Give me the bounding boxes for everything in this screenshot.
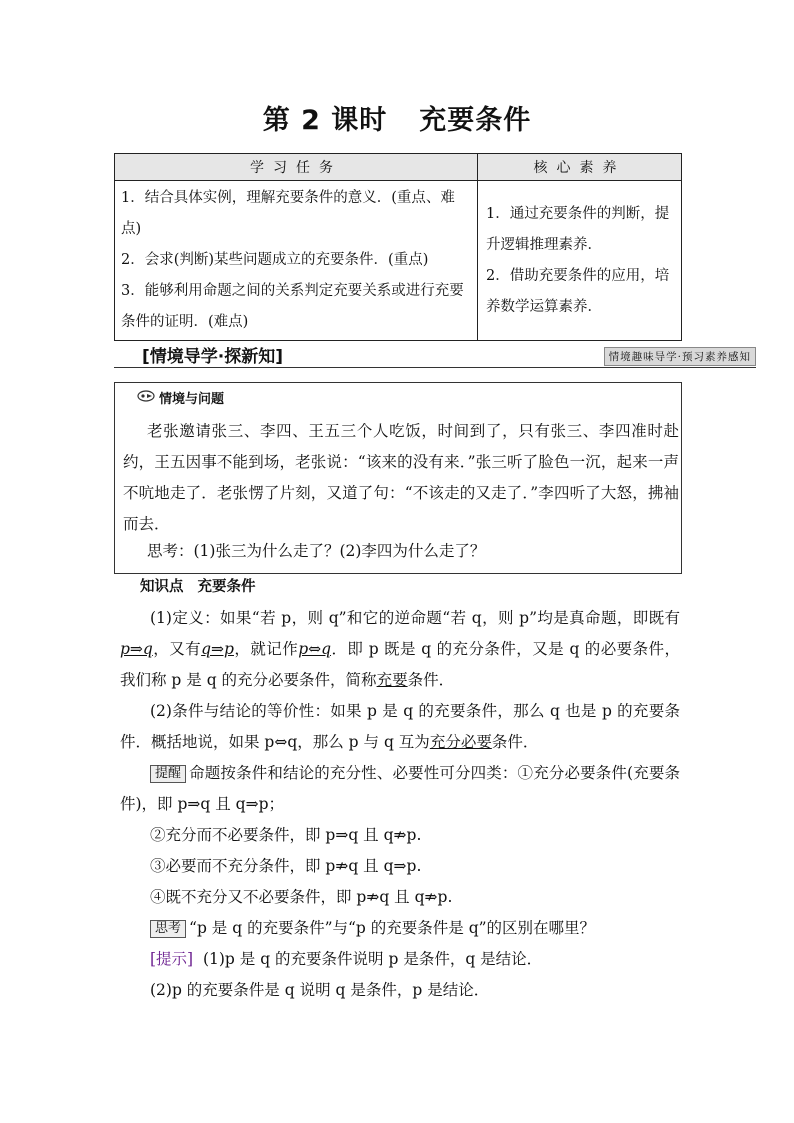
think-badge: 思考 bbox=[150, 920, 186, 938]
lesson-topic: 充要条件 bbox=[419, 105, 532, 136]
literacy-cell bbox=[478, 181, 682, 341]
reminder-item: ④既不充分又不必要条件，即 p⇏q 且 q⇏p. bbox=[150, 888, 453, 906]
scenario-box bbox=[114, 382, 682, 574]
knowledge-section bbox=[120, 572, 680, 1006]
scenario-question: 思考：(1)张三为什么走了？(2)李四为什么走了？ bbox=[147, 542, 486, 560]
literacy-header: 核心素养 bbox=[478, 154, 682, 181]
task-item: 3．能够利用命题之间的关系判定充要关系或进行充要条件的证明．(难点) bbox=[121, 283, 464, 330]
think-question: “p 是 q 的充要条件”与“p 的充要条件是 q”的区别在哪里？ bbox=[189, 919, 596, 937]
term-full: 充分必要 bbox=[429, 733, 492, 751]
equivalence-paragraph bbox=[120, 696, 680, 758]
think-paragraph bbox=[120, 913, 680, 944]
lesson-title bbox=[0, 98, 794, 137]
tasks-cell bbox=[115, 181, 478, 341]
scenario-heading: 情境与问题 bbox=[159, 392, 225, 407]
objectives-table bbox=[114, 153, 682, 341]
definition-text: (1)定义：如果“若 p，则 q”和它的逆命题“若 q，则 p”均是真命题，即既有 bbox=[150, 609, 680, 627]
reminder-item: ③必要而不充分条件，即 p⇏q 且 q⇒p. bbox=[150, 857, 422, 875]
knowledge-label: 知识点 bbox=[140, 579, 184, 595]
definition-text: ，又有 bbox=[152, 640, 202, 658]
reminder-paragraph bbox=[120, 758, 680, 820]
hint-paragraph bbox=[120, 944, 680, 975]
definition-text: ．即 p 既是 q 的充分条件，又是 q 的必要条件，我们称 p 是 q 的充分必要条件，简称 bbox=[120, 640, 680, 689]
p-implies-q: p⇒q bbox=[120, 640, 153, 658]
term-short: 充要 bbox=[376, 671, 408, 689]
hint-answer: (1)p 是 q 的充要条件说明 p 是条件，q 是结论． bbox=[202, 950, 543, 968]
section-rule bbox=[114, 367, 756, 368]
literacy-item: 2．借助充要条件的应用，培养数学运算素养． bbox=[486, 267, 670, 315]
tasks-header: 学习任务 bbox=[115, 154, 478, 181]
reminder-text: 命题按条件和结论的充分性、必要性可分四类：①充分必要条件(充要条件)，即 p⇒q 且 q⇒p； bbox=[120, 764, 680, 813]
q-implies-p: q⇒p bbox=[201, 640, 234, 658]
definition-paragraph bbox=[120, 603, 680, 696]
reminder-item: ②充分而不必要条件，即 p⇒q 且 q⇏p. bbox=[150, 826, 422, 844]
knowledge-topic: 充要条件 bbox=[197, 579, 256, 595]
task-item: 1．结合具体实例，理解充要条件的意义．(重点、难点) bbox=[121, 190, 455, 237]
equivalence-text: (2)条件与结论的等价性：如果 p 是 q 的充要条件，那么 q 也是 p 的充要条件．概括地说，如果 p⇔q，那么 p 与 q 互为 bbox=[120, 702, 680, 751]
hint-answer-2: (2)p 的充要条件是 q 说明 q 是条件，p 是结论． bbox=[150, 981, 490, 999]
definition-text: ，就记作 bbox=[233, 640, 299, 658]
section-header bbox=[114, 342, 756, 368]
lesson-number: 第 2 课时 bbox=[262, 105, 388, 136]
knowledge-point-heading bbox=[120, 572, 680, 603]
hint-label: [提示] bbox=[150, 950, 194, 968]
scenario-icon bbox=[137, 390, 155, 402]
reminder-badge: 提醒 bbox=[150, 765, 186, 783]
p-equiv-q: p⇔q bbox=[298, 640, 332, 658]
equivalence-text: 条件． bbox=[491, 733, 539, 751]
definition-text: 条件． bbox=[407, 671, 455, 689]
scenario-story: 老张邀请张三、李四、王五三个人吃饭，时间到了，只有张三、李四准时赴约，王五因事不能到场，老张说：“该来的没有来．”张三听了脸色一沉，起来一声不吭地走了．老张愣了片刻，又道了句：“不该走的又走了．”李四听了大怒，拂袖而去． bbox=[123, 422, 679, 533]
section-title: [情境导学·探新知] bbox=[142, 347, 283, 367]
task-item: 2．会求(判断)某些问题成立的充要条件．(重点) bbox=[121, 252, 429, 268]
section-tag: 情境趣味导学·预习素养感知 bbox=[604, 347, 756, 366]
literacy-item: 1．通过充要条件的判断，提升逻辑推理素养． bbox=[486, 205, 670, 253]
